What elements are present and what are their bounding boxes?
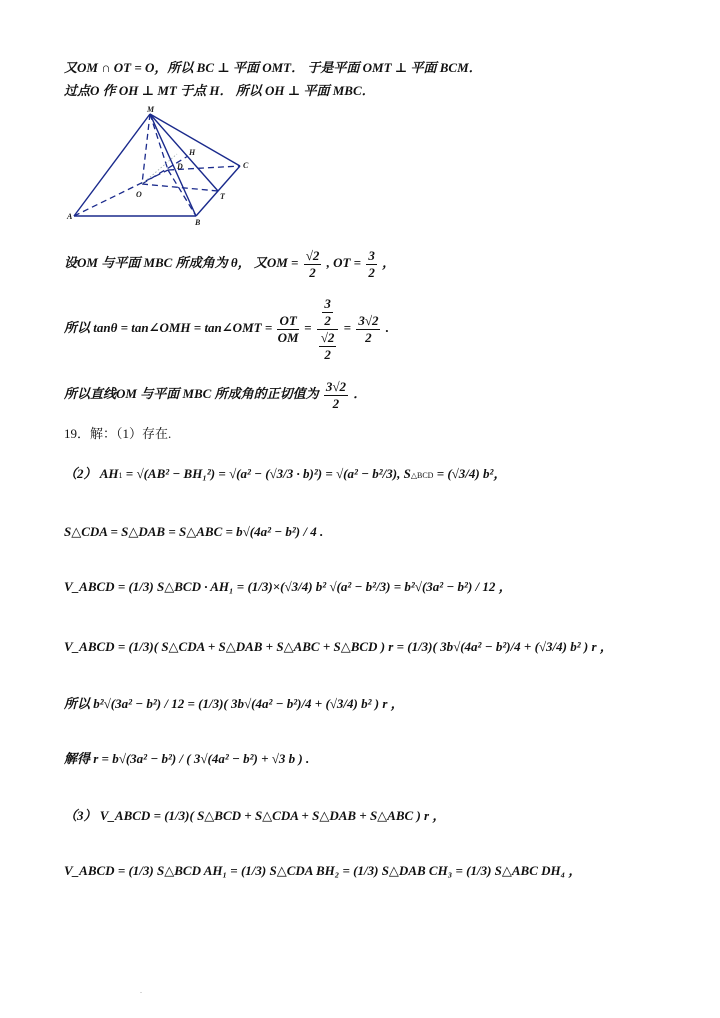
frac-num: 3√2 [325, 378, 346, 394]
line-5-prefix: 所以直线OM 与平面 MBC 所成角的正切值为 [64, 386, 319, 401]
text-line-11 [64, 694, 404, 714]
frac-answer [324, 379, 348, 412]
label-D: D [177, 162, 183, 171]
text-line-13 [64, 806, 445, 826]
label-O: O [136, 190, 142, 199]
frac-num: 3√2 [358, 312, 379, 328]
line-1-text: 又OM ∩ OT = O，所以 BC ⊥ 平面 OMT． 于是平面 OMT ⊥ 平面 BCM． [64, 60, 482, 75]
frac-inner-top [322, 296, 333, 329]
frac-den: 2 [324, 346, 331, 362]
text-line-4: 所以 tanθ = tan∠OMH = tan∠OMT = $\frac{OT}{OM}$ = $\frac{\frac{3}{2}}{\frac{√2}{2}}$ = $\frac{3√2}{2}$ . [64, 295, 389, 362]
frac-den: 2 [309, 264, 316, 280]
label-A: A [67, 212, 73, 221]
line-7-c: = (√3/4) b²， [433, 466, 507, 481]
text-line-6 [64, 424, 171, 444]
frac-num: √2 [305, 247, 320, 263]
label-B: B [195, 218, 201, 227]
pyramid-diagram [64, 104, 264, 228]
line-9-text: V_ABCD = (1/3) S△BCD · AH₁ = (1/3)×(√3/4) b² √(a² − b²/3) = b²√(3a² − b²) / 12 ， [64, 579, 512, 594]
line-7-b: = √(AB² − BH₁²) = √(a² − (√3/3 · b)²) = √(a² − b²/3), S [122, 466, 411, 481]
line-4-prefix: 所以 tanθ = tan∠OMH = tan∠OMT = [64, 320, 273, 335]
edge-MA [74, 114, 150, 216]
edge-MB [150, 114, 196, 216]
pyramid-edges [74, 114, 240, 216]
frac-compound [317, 296, 339, 363]
line-5-end: ． [353, 386, 367, 401]
label-C: C [243, 161, 249, 170]
text-line-1 [64, 58, 482, 78]
label-M: M [147, 105, 155, 114]
edge-DB [168, 170, 196, 216]
edge-MC [150, 114, 240, 166]
line-8-text: S△CDA = S△DAB = S△ABC = b√(4a² − b²) / 4 . [64, 524, 324, 539]
sub-1: 1 [118, 471, 123, 480]
pyramid-figure [64, 104, 264, 233]
text-line-14 [64, 861, 581, 881]
line-7-a: （2） AH [64, 466, 119, 481]
text-line-7 [64, 464, 506, 486]
line-10-text: V_ABCD = (1/3)( S△CDA + S△DAB + S△ABC + S△BCD ) r = (1/3)( 3b√(4a² − b²)/4 + (√3/4) b² ) r ， [64, 639, 613, 654]
edge-MO [142, 114, 150, 184]
frac-3sqrt2-over-2 [356, 313, 380, 346]
line-3-end: ， [382, 255, 396, 270]
label-H: H [189, 148, 196, 157]
text-line-5 [64, 377, 366, 412]
line-3-prefix: 设OM 与平面 MBC 所成角为 θ， 又OM = [64, 255, 299, 270]
line-13-text: （3） V_ABCD = (1/3)( S△BCD + S△CDA + S△DAB + S△ABC ) r ， [64, 808, 446, 823]
frac-inner-bottom [319, 330, 337, 363]
frac-den: 2 [332, 395, 340, 411]
line-3-mid: , OT = [326, 255, 362, 270]
frac-ot-over-om [277, 313, 298, 346]
line-12-text: 解得 r = b√(3a² − b²) / ( 3√(4a² − b²) + √3 b ) . [64, 751, 310, 766]
q19-heading: 19．解：（1）存在. [64, 426, 172, 441]
line-14-text: V_ABCD = (1/3) S△BCD AH₁ = (1/3) S△CDA BH₂ = (1/3) S△DAB CH₃ = (1/3) S△ABC DH₄ ， [64, 863, 582, 878]
frac-sqrt2-over-2 [304, 248, 322, 281]
frac-num: 3 [324, 295, 331, 311]
frac-compound-den [317, 330, 339, 363]
frac-den: OM [277, 329, 299, 345]
text-line-3 [64, 246, 395, 281]
text-line-8 [64, 522, 323, 542]
frac-num: OT [279, 312, 297, 328]
label-T: T [220, 192, 225, 201]
line-2-text: 过点O 作 OH ⊥ MT 于点 H． 所以 OH ⊥ 平面 MBC． [64, 83, 375, 98]
footer-mark: . [140, 986, 142, 995]
frac-num: √2 [320, 329, 335, 345]
sub-bcd: △BCD [410, 471, 434, 480]
frac-den: 2 [365, 329, 372, 345]
line-11-text: 所以 b²√(3a² − b²) / 12 = (1/3)( 3b√(4a² − b²)/4 + (√3/4) b² ) r ， [64, 696, 404, 711]
frac-den: 2 [368, 264, 375, 280]
text-line-2 [64, 81, 375, 101]
frac-den: 2 [324, 312, 331, 328]
frac-compound-num [317, 296, 339, 330]
text-line-9 [64, 577, 512, 597]
frac-num: 3 [368, 247, 375, 263]
text-line-10 [64, 637, 613, 657]
text-line-12 [64, 749, 309, 769]
frac-3-over-2 [366, 248, 377, 281]
edge-MT [150, 114, 218, 191]
